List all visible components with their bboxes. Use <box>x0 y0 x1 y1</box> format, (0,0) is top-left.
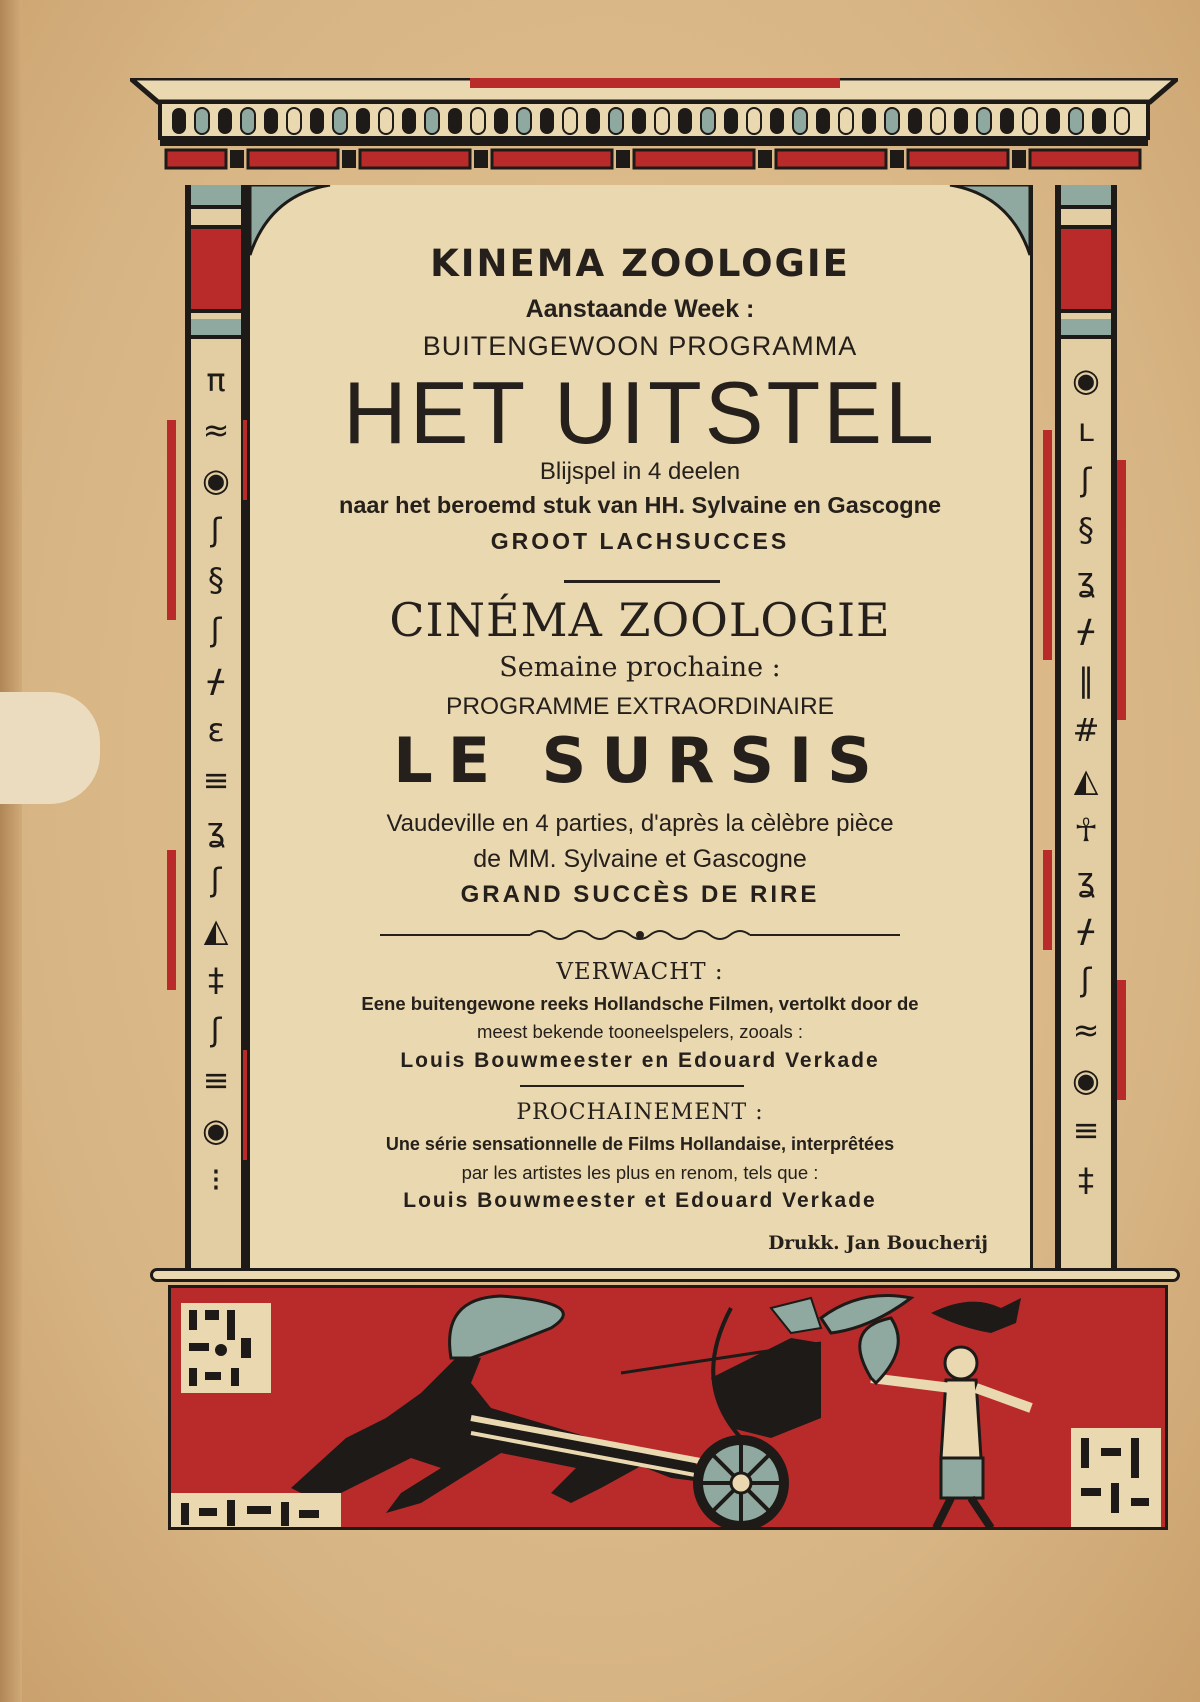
ornamental-flourish-icon <box>380 927 900 943</box>
right-red-stripe <box>1117 460 1126 720</box>
dutch-week: Aanstaande Week : <box>525 295 755 323</box>
egyptian-chariot-archer-icon <box>168 1285 1168 1530</box>
dutch-genre: Blijspel in 4 deelen <box>539 458 741 485</box>
hieroglyph-column-icon: ◉ ʟ ʃ § ʓ ᚋ ‖ # ◭ ☥ ʓ ᚋ ʃ ≈ ◉ ≡ ‡ <box>1072 361 1100 1199</box>
right-red-stripe <box>1117 980 1126 1100</box>
text-panel <box>247 185 1033 1270</box>
french-week: Semaine prochaine : <box>499 652 781 683</box>
expected-line1-nl: Eene buitengewone reeks Hollandsche Filmen, vertolkt door de <box>361 993 919 1014</box>
egyptian-cornice-icon <box>130 78 1178 178</box>
dutch-success: GROOT LACHSUCCES <box>490 528 790 554</box>
french-film-title: LE SURSIS <box>393 724 887 797</box>
expected-heading-nl: VERWACHT : <box>556 959 724 985</box>
dutch-film-title: HET UITSTEL <box>343 363 937 462</box>
french-program: PROGRAMME EXTRAORDINAIRE <box>446 693 834 720</box>
french-source: de MM. Sylvaine et Gascogne <box>473 845 807 873</box>
divider <box>520 1085 744 1087</box>
right-pillar <box>1055 185 1117 1275</box>
dutch-heading: KINEMA ZOOLOGIE <box>430 242 850 285</box>
base-moulding <box>150 1268 1180 1282</box>
actors-nl: Louis Bouwmeester en Edouard Verkade <box>400 1049 880 1072</box>
paper-tab <box>0 692 100 804</box>
french-heading: CINÉMA ZOOLOGIE <box>389 593 891 647</box>
left-red-stripe <box>167 420 176 620</box>
expected-line1-fr: Une série sensationnelle de Films Hollandaise, interprêtées <box>385 1134 895 1154</box>
dutch-program: BUITENGEWOON PROGRAMMA <box>422 331 858 361</box>
expected-line2-fr: par les artistes les plus en renom, tels que : <box>461 1162 819 1183</box>
left-pillar <box>185 185 247 1275</box>
divider <box>564 580 720 583</box>
actors-fr: Louis Bouwmeester et Edouard Verkade <box>403 1189 877 1212</box>
french-success: GRAND SUCCÈS DE RIRE <box>460 881 820 908</box>
printer-credit: Drukk. Jan Boucherij <box>768 1233 988 1254</box>
binding-edge <box>0 0 22 1702</box>
left-red-stripe <box>167 850 176 990</box>
expected-line2-nl: meest bekende tooneelspelers, zooals : <box>476 1021 803 1042</box>
right-red-stripe <box>1043 430 1052 660</box>
dutch-source: naar het beroemd stuk van HH. Sylvaine en Gascogne <box>338 492 942 518</box>
hieroglyph-column-icon: π ≈ ◉ ʃ § ʃ ᚋ ε ≡ ʓ ʃ ◭ ‡ ʃ ≡ ◉ ⁝ <box>202 361 230 1199</box>
right-red-stripe <box>1043 850 1052 950</box>
expected-heading-fr: PROCHAINEMENT : <box>516 1100 764 1125</box>
french-genre: Vaudeville en 4 parties, d'après la cèlèbre pièce <box>386 810 894 837</box>
